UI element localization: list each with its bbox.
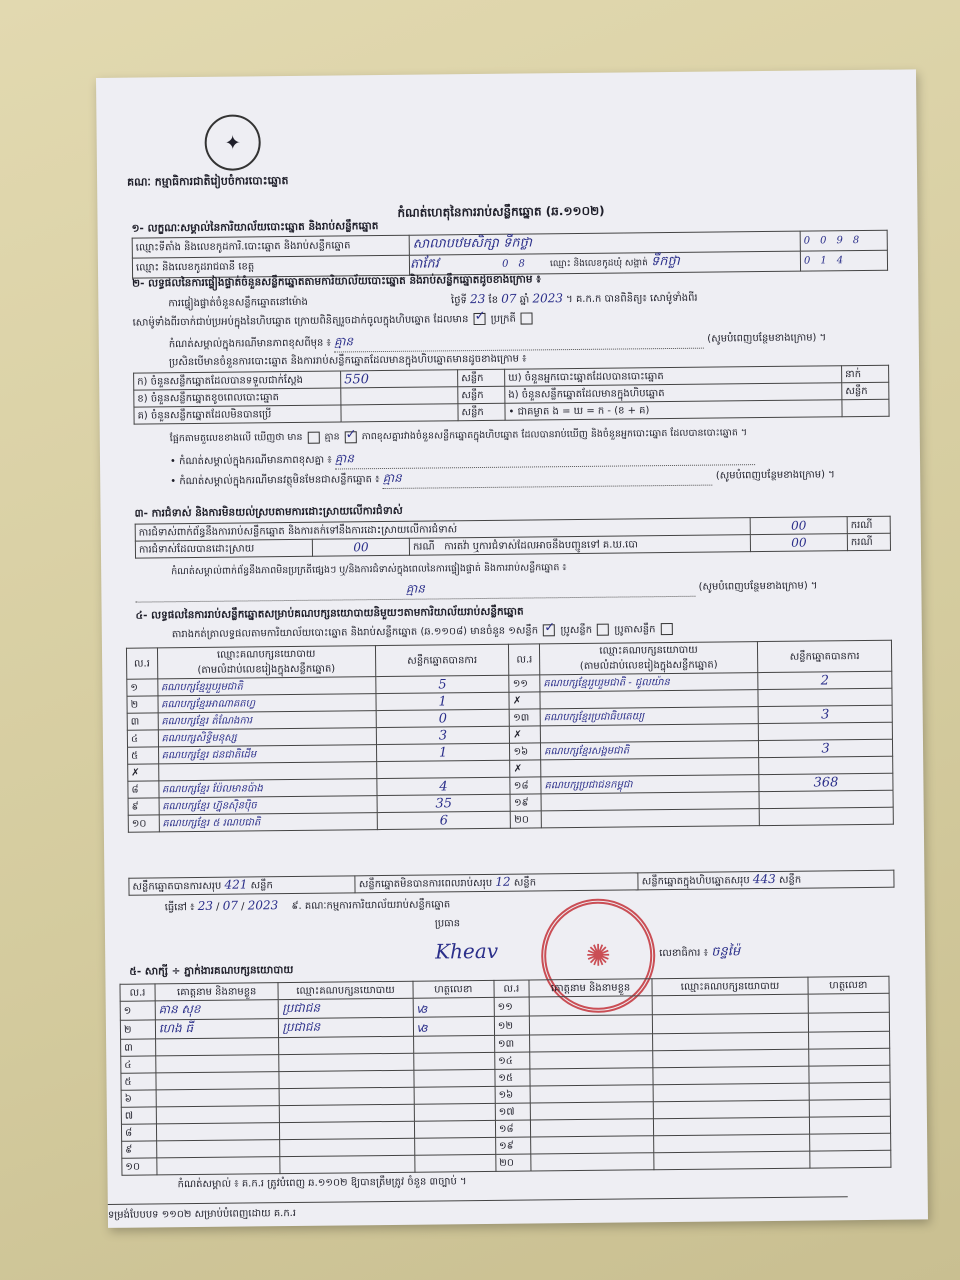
witness-signature	[413, 1069, 495, 1087]
row-number: ✗	[509, 692, 540, 709]
row-number: ១៨	[510, 777, 541, 794]
witness-name	[156, 1140, 280, 1158]
row-number: ៤	[127, 730, 158, 747]
single-sheet-checkbox[interactable]	[543, 624, 555, 636]
witness-number: ៤	[121, 1056, 156, 1073]
party-name: គណបក្សខ្មែររួបរួមជាតិ	[157, 677, 375, 696]
party-votes	[759, 756, 893, 774]
row-number: ២០	[511, 811, 542, 828]
total-valid-value: 421	[224, 877, 248, 892]
witness-party	[653, 1049, 808, 1068]
no-difference-checkbox[interactable]	[345, 431, 357, 443]
party-votes: 2	[758, 671, 892, 689]
objection-count: 00	[750, 517, 847, 535]
multi-sheet-checkbox[interactable]	[597, 624, 609, 636]
province-value: តាកែវ	[409, 256, 439, 272]
section4-title: ៤- លទ្ធផលនៃការរាប់សន្លឹកឆ្នោតសម្រាប់គណបក្សនយោបាយនិមួយៗតាមការិយាល័យរាប់សន្លឹកឆ្នោត	[135, 605, 524, 622]
row-number: ✗	[128, 764, 159, 781]
irregularity-note-value: គ្មាន	[135, 578, 695, 603]
footer-note: កំណត់សម្គាល់ ៖ គ.ក.រ ត្រូវបំពេញ ឆ.១១០២ ឱ្យបានត្រឹមត្រូវ ចំនួន ៣ច្បាប់ ។	[177, 1176, 467, 1191]
section2-title: ២- លទ្ធផលនៃការផ្ទៀងផ្ទាត់ចំនួនសន្លឹកឆ្នោតតាមការិយាល័យបោះឆ្នោត និងរាប់សន្លឹកឆ្នោតដូចខាងក្រោម ៖	[132, 273, 541, 290]
secretary-signature: ចន្ទម៉ៃ	[711, 944, 741, 960]
party-name: គណបក្សខ្មែរ ៥ រណបជាតិ	[159, 813, 377, 832]
row-number: ២	[127, 696, 158, 713]
party-votes	[376, 760, 510, 778]
witness-name	[529, 1034, 653, 1052]
witness-number: ២០	[496, 1154, 531, 1171]
party-votes: 1	[376, 743, 510, 761]
count-row-a: ក) ចំនួនសន្លឹកឆ្នោតដែលបានទទួលជាក់ស្តែង 550 សន្លឹក ឃ) ចំនួនអ្នកបោះឆ្នោតដែលបានបោះឆ្នោត នាក់	[134, 365, 889, 390]
row-number: ១០	[128, 815, 159, 832]
witness-signature	[809, 1116, 891, 1134]
witness-name	[530, 1085, 654, 1103]
verify-day: 23	[469, 291, 486, 307]
witness-signature	[414, 1120, 496, 1138]
witness-name	[157, 1157, 281, 1175]
witness-number: ១១	[494, 997, 529, 1016]
witness-signature	[809, 1150, 891, 1168]
witness-name	[155, 1038, 279, 1056]
party-name: គណបក្សសិទ្ធិមនុស្ស	[158, 728, 376, 747]
witness-party	[654, 1134, 809, 1153]
party-name: គណបក្សប្រជាជនកម្ពុជា	[541, 775, 759, 794]
witness-number: ៣	[121, 1039, 156, 1056]
witness-party	[653, 1032, 808, 1051]
row-number: ៨	[128, 781, 159, 798]
row-number: ✗	[510, 726, 541, 743]
witness-name	[530, 1119, 654, 1137]
witness-name: ហេង ធី	[155, 1019, 279, 1039]
party-votes: 5	[375, 675, 509, 693]
witness-name	[156, 1089, 280, 1107]
witness-party	[279, 1053, 413, 1071]
location-label: ឈ្មោះទីតាំង និងលេខកូដការិ.បោះឆ្នោត និងរាប់សន្លឹកឆ្នោត	[132, 235, 409, 258]
verify-line: ការផ្ទៀងផ្ទាត់ចំនួនសន្លឹកឆ្នោតនៅម៉ោង ថ្ងៃទី 23 ខែ 07 ឆ្នាំ 2023 ។ គ.ក.ក បានពិនិត្យ៖ សោម៉ូទាំងពីរ	[168, 291, 698, 310]
party-votes: 35	[377, 794, 511, 812]
section5-title: ៥- សាក្សី ÷ ភ្នាក់ងារគណបក្សនយោបាយ	[129, 963, 294, 978]
witness-signature	[808, 1031, 890, 1049]
president-label: ប្រធាន	[434, 918, 461, 930]
witness-party	[654, 1151, 809, 1170]
witness-party	[279, 1036, 413, 1054]
witness-party	[280, 1087, 414, 1105]
witness-name	[156, 1106, 280, 1124]
totals-table: សន្លឹកឆ្នោតបានការសរុប 421 សន្លឹក សន្លឹកឆ្នោតមិនបានការពេលរាប់សរុប 12 សន្លឹក សន្លឹកឆ្នោតក្នុងហិបឆ្នោតសរុប 443 សន្លឹក	[128, 870, 894, 896]
committee-name: គណៈ កម្មាធិការជាតិរៀបចំការបោះឆ្នោត	[127, 173, 289, 189]
location-code: 0098	[800, 230, 887, 251]
witness-number: ១៧	[495, 1103, 530, 1120]
witness-signature	[809, 1133, 891, 1151]
witness-signature	[809, 1099, 891, 1117]
witness-name	[530, 1136, 654, 1154]
witness-number: ១៣	[494, 1035, 529, 1052]
party-name: គណបក្សខ្មែរសង្គមជាតិ	[541, 741, 759, 760]
party-votes: 368	[759, 773, 893, 791]
party-votes	[758, 688, 892, 706]
party-votes	[759, 807, 893, 825]
witness-signature	[808, 1048, 890, 1066]
witness-number: ៦	[121, 1090, 156, 1107]
witness-party	[280, 1104, 414, 1122]
province-label: ឈ្មោះ និងលេខកូដរាជធានី ខេត្ត	[132, 255, 409, 278]
witness-number: ១៩	[496, 1137, 531, 1154]
witness-party	[280, 1155, 414, 1173]
witness-party	[652, 994, 807, 1015]
count-row-c: គ) ចំនួនសន្លឹកឆ្នោតដែលមិនបានប្រើ សន្លឹក • ជាគម្លាត ង = ឃ = ក - (ខ + គ)	[134, 399, 889, 424]
witness-party	[279, 1070, 413, 1088]
witness-number: ៩	[122, 1141, 157, 1158]
form-title: កំណត់ហេតុនៃការរាប់សន្លឹកឆ្នោត (ឆ.១១០២)	[397, 203, 605, 220]
irregularity-note: កំណត់សម្គាល់ពាក់ព័ន្ធនឹងភាពមិនប្រក្រតីផ្សេងៗ ឬ/និងការជំទាស់ក្នុងពេលនៃការផ្ទៀងផ្ទាត់ និងការរាប់សន្លឹកឆ្នោត ៖	[171, 562, 567, 578]
section1-title: ១- លក្ខណៈសម្គាល់នៃការិយាល័យបោះឆ្នោត និងរាប់សន្លឹកឆ្នោត	[131, 220, 379, 235]
witness-name	[529, 996, 653, 1016]
witness-name	[156, 1072, 280, 1090]
election-form-sheet: ✦ គណៈ កម្មាធិការជាតិរៀបចំការបោះឆ្នោត កំណត់ហេតុនៃការរាប់សន្លឹកឆ្នោត (ឆ.១១០២) ១- លក្ខណៈសម្គាល់នៃការិយាល័យបោះឆ្នោត និងរាប់សន្លឹកឆ្នោត ឈ្មោះទីតាំង និងលេខកូដការិ.បោះឆ្នោត និងរាប់សន្លឹកឆ្នោត សាលាបឋមសិក្សា ទឹកថ្លា 0098 ឈ្មោះ និងលេខកូដរាជធានី ខេត្ត តាកែវ 08 ឈ្មោះ និងលេខកូដឃុំ សង្កាត់ ទឹកថ្លា 014 ២- លទ្ធផលនៃការផ្ទៀងផ្ទាត់ចំនួនសន្លឹកឆ្នោតតាមការិយាល័យបោះឆ្នោត និងរាប់សន្លឹកឆ្នោតដូចខាងក្រោម ៖ ការផ្ទៀងផ្ទាត់ចំនួនសន្លឹកឆ្នោតនៅម៉ោង ថ្ងៃទី 23 ខែ 07 ឆ្នាំ 2023 ។ គ.ក.ក បានពិនិត្យ៖ សោម៉ូទាំងពីរ សោម៉ូទាំងពីរចាក់ជាប់ប្រអប់ក្នុងនៃហិបឆ្នោត ក្រោយពិនិត្យរួចដាក់ចូលក្នុងហិបឆ្នោត ដែលមាន ✓ ប្រក្រតី កំណត់សម្គាល់ក្នុងករណីមានភាពខុសពីមុន ៖ គ្មាន (សូមបំពេញបន្ថែមខាងក្រោម) ។ ប្រសិនបើមានចំនួនការបោះឆ្នោត និងការរាប់សន្លឹកឆ្នោតដែលមានក្នុងហិបឆ្នោតមានដូចខាងក្រោម ៖ ក) ចំនួនសន្លឹកឆ្នោតដែលបានទទួលជាក់ស្តែង 550 សន្លឹក ឃ) ចំនួនអ្នកបោះឆ្នោតដែលបានបោះឆ្នោត នាក់ ខ) ចំនួនសន្លឹកឆ្នោតខូចពេលបោះឆ្នោត សន្លឹក ង) ចំនួនសន្លឹកឆ្នោតដែលមានក្នុងហិបឆ្នោត សន្លឹក គ) ចំនួនសន្លឹកឆ្នោតដែលមិនបានប្រើ សន្លឹក • ជាគម្លាត ង = ឃ = ក - (ខ + គ) ផ្អែកតាមតួលេខខាងលើ ឃើញថា មាន គ្មាន ✓ ភាពខុសគ្នារវាងចំនួនសន្លឹកឆ្នោតក្នុងហិបឆ្នោត ដែលបានរាប់ឃើញ និងចំនួនអ្នកបោះឆ្នោត ដែលបានបោះឆ្នោត ។ • កំណត់សម្គាល់ក្នុងករណីមានភាពខុសគ្នា ៖ គ្មាន • កំណត់សម្គាល់ក្នុងករណីមានវត្ថុមិនមែនជាសន្លឹកឆ្នោត ៖ គ្មាន (សូមបំពេញបន្ថែមខាងក្រោម) ។ ៣- ការជំទាស់ និងការមិនយល់ស្របតាមការដោះស្រាយលើការជំទាស់ ការជំទាស់ពាក់ព័ន្ធនឹងការរាប់សន្លឹកឆ្នោត និងការតក់ទៅនឹងការដោះស្រាយលើការជំទាស់ 00 ករណី ការជំទាស់ដែលបានដោះស្រាយ 00 ករណី ការតវ៉ា ឬការជំទាស់ដែលអាចនឹងបញ្ជូនទៅ គ.ឃ.បោ 00 ករណី កំណត់សម្គាល់ពាក់ព័ន្ធនឹងភាពមិនប្រក្រតីផ្សេងៗ ឬ/និងការជំទាស់ក្នុងពេលនៃការផ្ទៀងផ្ទាត់ និងការរាប់សន្លឹកឆ្នោត ៖ គ្មាន (សូមបំពេញបន្ថែមខាងក្រោម) ។ ៤- លទ្ធផលនៃការរាប់សន្លឹកឆ្នោតសម្រាប់គណបក្សនយោបាយនិមួយៗតាមការិយាល័យរាប់សន្លឹកឆ្នោត តារាងកត់ត្រាលទ្ធផលតាមការិយាល័យបោះឆ្នោត និងរាប់សន្លឹកឆ្នោត (ឆ.១១០៨) មានចំនួន ១សន្លឹក ✓ ប្រូសន្លឹក ប្រូតាសន្លឹក ល.រ ឈ្មោះគណបក្សនយោបាយ (តាមលំដាប់លេខរៀងក្នុងសន្លឹកឆ្នោត) សន្លឹកឆ្នោតបានការ ល.រ ឈ្មោះគណបក្សនយោបាយ (តាមលំដាប់លេខរៀងក្នុងសន្លឹកឆ្នោត) សន្លឹកឆ្នោតបានការ ១ គណបក្សខ្មែររួបរួមជាតិ 5 ១១ គណបក្សខ្មែររួបរួមជាតិ - ជូលយ៉ាន 2 ២ គណបក្សខ្មែរអាណាគតហ្វ 1 ✗ ៣ គណបក្សខ្មែរ តំណែងការ 0 ១៣ គណបក្សខ្មែរប្រជាធិបតេយ្យ 3 ៤ គណបក្សសិទ្ធិមនុស្ស 3 ✗ ៥ គណបក្សខ្មែរ ជនជាតិដើម 1 ១៦ គណបក្សខ្មែរសង្គមជាតិ 3 ✗ ✗ ៨ គណបក្សខ្មែរ ប៉ែលមានប៉ាង 4 ១៨ គណបក្សប្រជាជនកម្ពុជា 368 ៩ គណបក្សខ្មែរ ហ្វ៊ុនស៊ិនប៉ិច 35 ១៩ ១០ គណបក្សខ្មែរ ៥ រណបជាតិ 6 ២០ សន្លឹកឆ្នោតបានការសរុប 421 សន្លឹក សន្លឹកឆ្នោតមិនបានការពេលរាប់សរុប 12 សន្លឹក សន្លឹកឆ្នោតក្នុងហិបឆ្នោតសរុប 443 សន្លឹក ធ្វើនៅ ៖ 23 / 07 / 2023 ៩. គណៈកម្មការការិយាល័យរាប់សន្លឹកឆ្នោត ប្រធាន Kheav ✺ លេខាធិការ ៖ ចន្ទម៉ៃ ៥- សាក្សី ÷ ភ្នាក់ងារគណបក្សនយោបាយ ល.រ គោត្តនាម និងនាមខ្លួន ឈ្មោះគណបក្សនយោបាយ ហត្ថលេខា ល.រ គោត្តនាម និងនាមខ្លួន ឈ្មោះគណបក្សនយោបាយ ហត្ថលេខា ១ គាន សុខ ប្រជាជន ꟃ ១១ ២ ហេង ធី ប្រជាជន ꟃ ១២ ៣ ១៣ ៤ ១៤ ៥ ១៥ ៦ ១៦ ៧ ១៧ ៨ ១៨ ៩ ១៩ ១០ ២០ កំណត់សម្គាល់ ៖ គ.ក.រ ត្រូវបំពេញ ឆ.១១០២ ឱ្យបានត្រឹមត្រូវ ចំនួន ៣ច្បាប់ ។ ទម្រង់បែបបទ ១១០២ សម្រាប់បំពេញដោយ គ.ក.រ	[96, 69, 928, 1228]
witness-name	[530, 1102, 654, 1120]
province-code: 08	[501, 258, 535, 270]
row-number: ៣	[127, 713, 158, 730]
party-votes: 0	[376, 709, 510, 727]
witness-number: ១៨	[495, 1120, 530, 1137]
commune-code: 014	[800, 250, 887, 271]
witness-signature	[809, 1082, 891, 1100]
row-number: ១៩	[510, 794, 541, 811]
witness-signature	[414, 1154, 496, 1172]
secretary-line: លេខាធិការ ៖ ចន្ទម៉ៃ	[659, 944, 741, 960]
party-votes: 6	[377, 811, 511, 829]
form-code-note: ទម្រង់បែបបទ ១១០២ សម្រាប់បំពេញដោយ គ.ក.រ	[108, 1196, 848, 1223]
witness-party	[653, 1013, 808, 1034]
not-intact-checkbox[interactable]	[521, 312, 533, 324]
party-name	[541, 809, 759, 828]
president-signature: Kheav	[435, 938, 499, 964]
witness-party	[653, 1083, 808, 1102]
witness-signature	[413, 1035, 495, 1053]
witness-party	[654, 1100, 809, 1119]
witness-number: ១៤	[495, 1052, 530, 1069]
witness-name: គាន សុខ	[155, 1000, 279, 1020]
witness-party: ប្រជាជន	[279, 1017, 413, 1037]
party-votes: 3	[759, 739, 893, 757]
difference-note-value: គ្មាន	[334, 330, 704, 353]
witness-signature	[808, 1065, 890, 1083]
sheet-count-line: តារាងកត់ត្រាលទ្ធផលតាមការិយាល័យបោះឆ្នោត និងរាប់សន្លឹកឆ្នោត (ឆ.១១០៨) មានចំនួន ១សន្លឹក ✓ ប្រូសន្លឹក ប្រូតាសន្លឹក	[172, 622, 675, 642]
witness-signature: ꟃ	[413, 1016, 495, 1036]
party-votes	[758, 722, 892, 740]
row-number: ១៦	[510, 743, 541, 760]
witness-number: ២	[120, 1020, 155, 1039]
witness-name	[529, 1015, 653, 1035]
row-number: ១	[127, 679, 158, 696]
party-name: គណបក្សខ្មែររួបរួមជាតិ - ជូលយ៉ាន	[540, 673, 758, 692]
witness-body	[120, 993, 891, 1175]
witness-signature	[414, 1137, 496, 1155]
party-votes: 4	[377, 777, 511, 795]
witness-signature	[414, 1103, 496, 1121]
bullet-nonballot: • កំណត់សម្គាល់ក្នុងករណីមានវត្ថុមិនមែនជាសន្លឹកឆ្នោត ៖ គ្មាន (សូមបំពេញបន្ថែមខាងក្រោម) ។	[170, 465, 900, 492]
witness-number: ៨	[121, 1124, 156, 1141]
row-number: ១១	[509, 675, 540, 692]
party-name: គណបក្សខ្មែរ ហ្វ៊ុនស៊ិនប៉ិច	[159, 796, 377, 815]
seal-check-line: សោម៉ូទាំងពីរចាក់ជាប់ប្រអប់ក្នុងនៃហិបឆ្នោត ក្រោយពិនិត្យរួចដាក់ចូលក្នុងហិបឆ្នោត ដែលមាន ✓ ប្រក្រតី	[132, 308, 892, 331]
witness-signature	[413, 1052, 495, 1070]
count-explanation: ប្រសិនបើមានចំនួនការបោះឆ្នោត និងការរាប់សន្លឹកឆ្នោតដែលមានក្នុងហិបឆ្នោតមានដូចខាងក្រោម ៖	[168, 353, 527, 369]
national-emblem-icon: ✦	[204, 114, 261, 171]
witness-name	[529, 1051, 653, 1069]
forwarded-count: 00	[750, 534, 847, 552]
party-name: គណបក្សខ្មែរ ប៉ែលមានប៉ាង	[158, 779, 376, 798]
witness-signature	[808, 993, 890, 1013]
witness-party	[280, 1121, 414, 1139]
witness-signature	[414, 1086, 496, 1104]
witness-number: ១២	[494, 1016, 529, 1035]
discrepancy-line: ផ្អែកតាមតួលេខខាងលើ ឃើញថា មាន គ្មាន ✓ ភាពខុសគ្នារវាងចំនួនសន្លឹកឆ្នោតក្នុងហិបឆ្នោត ដែលបានរាប់ឃើញ និងចំនួនអ្នកបោះឆ្នោត ដែលបានបោះឆ្នោត ។	[170, 425, 900, 447]
section3-title: ៣- ការជំទាស់ និងការមិនយល់ស្របតាមការដោះស្រាយលើការជំទាស់	[134, 504, 403, 520]
bullet-difference: • កំណត់សម្គាល់ក្នុងករណីមានភាពខុសគ្នា ៖ គ្មាន	[170, 445, 890, 472]
has-difference-checkbox[interactable]	[307, 431, 319, 443]
party-name: គណបក្សខ្មែរអាណាគតហ្វ	[158, 694, 376, 713]
party-votes	[759, 790, 893, 808]
verify-month: 07	[501, 291, 517, 306]
witness-party: ប្រជាជន	[279, 998, 413, 1018]
witness-name	[156, 1055, 280, 1073]
party-votes: 3	[376, 726, 510, 744]
row-number: ៥	[128, 747, 159, 764]
party-results-body	[127, 671, 894, 832]
witness-party	[280, 1138, 414, 1156]
count-row-b: ខ) ចំនួនសន្លឹកឆ្នោតខូចពេលបោះឆ្នោត សន្លឹក ង) ចំនួនសន្លឹកឆ្នោតដែលមានក្នុងហិបឆ្នោត សន្លឹក	[134, 382, 889, 407]
witness-number: ៥	[121, 1073, 156, 1090]
witness-party	[654, 1117, 809, 1136]
location-value: សាលាបឋមសិក្សា ទឹកថ្លា	[409, 231, 800, 255]
commune-label: ឈ្មោះ និងលេខកូដឃុំ សង្កាត់	[549, 258, 648, 270]
intact-checkbox[interactable]	[474, 313, 486, 325]
party-name: គណបក្សខ្មែរប្រជាធិបតេយ្យ	[540, 707, 758, 726]
witness-party	[653, 1066, 808, 1085]
witness-number: ១៥	[495, 1069, 530, 1086]
party-votes: 1	[376, 692, 510, 710]
difference-note: កំណត់សម្គាល់ក្នុងករណីមានភាពខុសពីមុន ៖ គ្មាន (សូមបំពេញបន្ថែមខាងក្រោម) ។	[169, 328, 889, 355]
made-at-line: ធ្វើនៅ ៖ 23 / 07 / 2023 ៩. គណៈកម្មការការិយាល័យរាប់សន្លឹកឆ្នោត	[164, 898, 451, 914]
row-number: ១៣	[510, 709, 541, 726]
witness-name	[531, 1153, 655, 1171]
witness-number: ៧	[121, 1107, 156, 1124]
party-results-table: ល.រ ឈ្មោះគណបក្សនយោបាយ (តាមលំដាប់លេខរៀងក្នុងសន្លឹកឆ្នោត) សន្លឹកឆ្នោតបានការ ល.រ ឈ្មោះគណបក្សនយោបាយ (តាមលំដាប់លេខរៀងក្នុងសន្លឹកឆ្នោត) សន្លឹកឆ្នោតបានការ ១ គណបក្សខ្មែររួបរួមជាតិ 5 ១១ គណបក្សខ្មែររួបរួមជាតិ - ជូលយ៉ាន 2 ២ គណបក្សខ្មែរអាណាគតហ្វ 1 ✗ ៣ គណបក្សខ្មែរ តំណែងការ 0 ១៣ គណបក្សខ្មែរប្រជាធិបតេយ្យ 3 ៤ គណបក្សសិទ្ធិមនុស្ស 3 ✗ ៥ គណបក្សខ្មែរ ជនជាតិដើម 1 ១៦ គណបក្សខ្មែរសង្គមជាតិ 3 ✗ ✗ ៨ គណបក្សខ្មែរ ប៉ែលមានប៉ាង 4 ១៨ គណបក្សប្រជាជនកម្ពុជា 368 ៩ គណបក្សខ្មែរ ហ្វ៊ុនស៊ិនប៉ិច 35 ១៩ ១០ គណបក្សខ្មែរ ៥ រណបជាតិ 6 ២០	[126, 640, 894, 833]
witness-signature: ꟃ	[413, 997, 495, 1017]
extra-sheet-checkbox[interactable]	[661, 623, 673, 635]
official-stamp-icon: ✺	[541, 898, 656, 1013]
ballot-count-table	[133, 365, 890, 425]
witness-name	[156, 1123, 280, 1141]
objection-table: ការជំទាស់ពាក់ព័ន្ធនឹងការរាប់សន្លឹកឆ្នោត និងការតក់ទៅនឹងការដោះស្រាយលើការជំទាស់ 00 ករណី ការជំទាស់ដែលបានដោះស្រាយ 00 ករណី ការតវ៉ា ឬការជំទាស់ដែលអាចនឹងបញ្ជូនទៅ គ.ឃ.បោ 00 ករណី	[135, 516, 891, 559]
row-number: ៩	[128, 798, 159, 815]
witness-table: ល.រ គោត្តនាម និងនាមខ្លួន ឈ្មោះគណបក្សនយោបាយ ហត្ថលេខា ល.រ គោត្តនាម និងនាមខ្លួន ឈ្មោះគណបក្សនយោបាយ ហត្ថលេខា ១ គាន សុខ ប្រជាជន ꟃ ១១ ២ ហេង ធី ប្រជាជន ꟃ ១២ ៣ ១៣ ៤ ១៤ ៥ ១៥ ៦ ១៦ ៧ ១៧ ៨ ១៨ ៩ ១៩ ១០ ២០	[119, 976, 891, 1176]
witness-name	[530, 1068, 654, 1086]
resolved-count: 00	[312, 538, 409, 556]
total-invalid-value: 12	[495, 874, 511, 889]
total-box-value: 443	[752, 871, 776, 887]
witness-number: ១	[120, 1001, 155, 1020]
party-votes: 3	[758, 705, 892, 723]
party-name: គណបក្សខ្មែរ ជនជាតិដើម	[158, 745, 376, 764]
witness-number: ១០	[122, 1158, 157, 1175]
verify-year: 2023	[532, 291, 564, 306]
witness-number: ១៦	[495, 1086, 530, 1103]
witness-signature	[808, 1012, 890, 1032]
row-number: ✗	[510, 760, 541, 777]
commune-value: ទឹកថ្លា	[650, 253, 680, 270]
party-name: គណបក្សខ្មែរ តំណែងការ	[158, 711, 376, 730]
received-ballots-value: 550	[341, 370, 458, 388]
